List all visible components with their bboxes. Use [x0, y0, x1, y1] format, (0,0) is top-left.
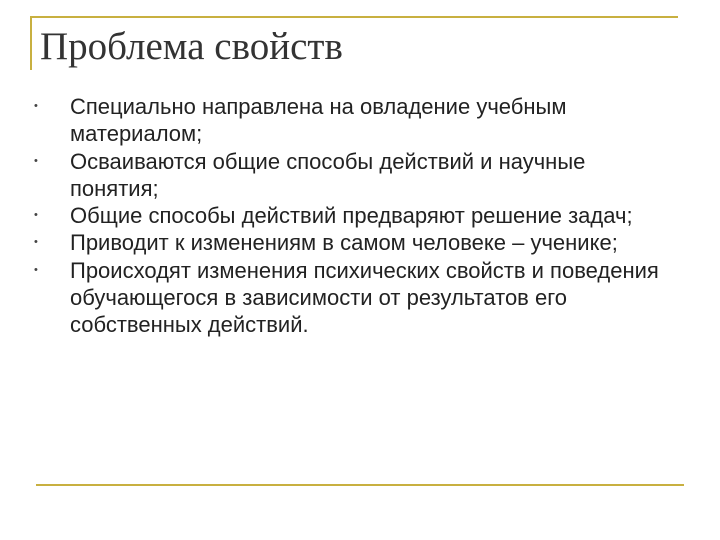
bullet-dot-icon: • [34, 236, 38, 249]
bullet-item [34, 93, 674, 148]
bullet-dot-icon: • [34, 100, 38, 112]
slide-title: Проблема свойств [40, 25, 343, 68]
bullet-item [34, 257, 674, 339]
bullet-list [34, 93, 674, 339]
bullet-dot-icon: • [34, 154, 38, 167]
bullet-text: Происходят изменения психических свойств и поведения обучающегося в зависимости от результатов его собственных действий. [70, 257, 659, 338]
top-accent-line [30, 16, 678, 18]
bottom-accent-line [36, 484, 684, 486]
bullet-item [34, 229, 674, 256]
bullet-dot-icon: • [34, 209, 38, 222]
bullet-item [34, 148, 674, 203]
bullet-text: Осваиваются общие способы действий и научные понятия; [70, 148, 586, 201]
bullet-text: Приводит к изменениям в самом человеке – ученике; [70, 230, 618, 256]
bullet-dot-icon: • [34, 263, 38, 276]
bullet-text: Общие способы действий предваряют решение задач; [70, 203, 633, 229]
left-accent-line [30, 16, 32, 70]
bullet-text: Специально направлена на овладение учебным материалом; [70, 94, 567, 147]
bullet-item [34, 202, 674, 229]
